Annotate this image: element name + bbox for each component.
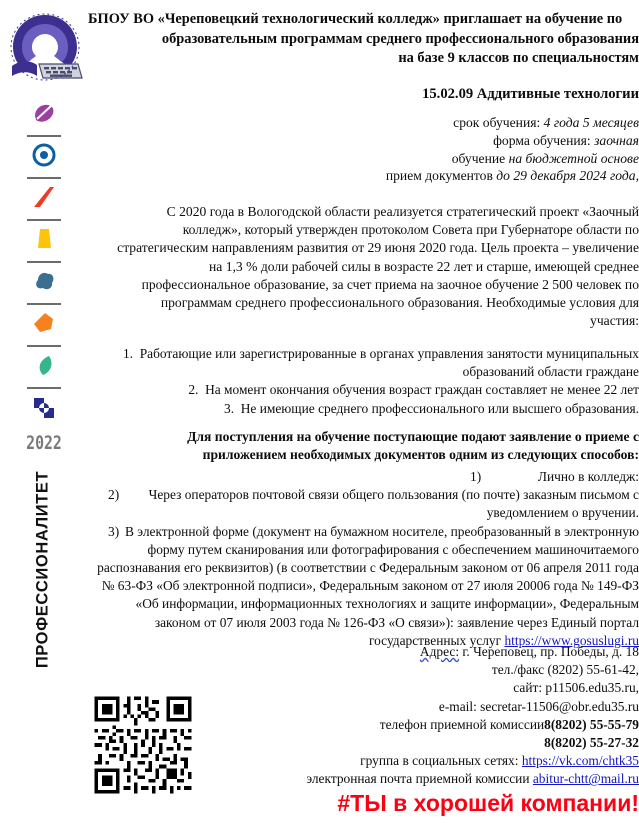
rail-divider: [27, 261, 61, 263]
apply-marker: 3): [108, 523, 120, 539]
social-label: группа в социальных сетях:: [360, 753, 522, 769]
leaf-icon: [31, 352, 57, 378]
rail-icon-seed: [0, 96, 88, 138]
project-paragraph: С 2020 года в Вологодской области реализуется стратегический проект «Заочный колледж», который утвержден протоколом Совета при Губернаторе области по стратегическим направлениям развития от 29 июня 2020 года. Цель проекта – увеличение на 1,3 % доли рабочей силы в возрасте 22 лет и старше, имеющей среднее профессиональное образование, за счет приема на заочное обучение 2 500 человек по программам среднего профессионального образования. Необходимые условия для участия:: [117, 204, 639, 329]
basis-label: обучение: [451, 150, 509, 166]
gem-icon: [31, 310, 57, 336]
apply-text: Через операторов почтовой связи общего пользования (по почте) заказным письмом с уведомлением о вручении.: [148, 487, 639, 521]
qr-code[interactable]: [91, 693, 195, 797]
rail-icon-slash: [0, 180, 88, 222]
deadline-row: [88, 167, 639, 185]
rail-divider: [27, 135, 61, 137]
title-line-3: на базе 9 классов по специальностям: [398, 50, 639, 66]
duration-label: срок обучения:: [453, 115, 544, 130]
rail-icon-target: [0, 138, 88, 180]
condition-item: [88, 400, 639, 418]
rail-divider: [27, 345, 61, 347]
rail-divider: [27, 387, 61, 389]
vertical-brand-text: ПРОФЕССИОНАЛИТЕТ: [33, 470, 52, 669]
apply-method-item: [88, 486, 639, 522]
year-badge: 2022: [26, 432, 62, 454]
condition-text: На момент окончания обучения возраст граждан составляет не менее 22 лет: [205, 382, 639, 398]
basis-row: [88, 150, 639, 168]
slash-icon: [31, 184, 57, 210]
apply-method-item: [88, 468, 639, 486]
page-title: [88, 10, 639, 69]
duration-row: [88, 114, 639, 132]
apply-method-item: [88, 523, 639, 650]
rail-divider: [27, 177, 61, 179]
condition-number: 3.: [224, 400, 235, 416]
rail-icon-cloud: [0, 264, 88, 306]
apply-text: В электронной форме (документ на бумажном носителе, преобразованный в электронную форму путем сканирования или фотографирования с обеспечением машиночитаемого распознавания его реквизитов) (в соответствии с Федеральным законом от 06 апреля 2011 года № 63-ФЗ «Об электронной подписи», Федеральным законом от 27 июля 20006 года № 149-ФЗ «Об информации, информационных технологиях и защите информации», Федеральным законом от 07 июля 2003 года № 126-ФЗ «О связи»): заявление через Единый портал государственных услуг: [97, 523, 639, 648]
target-icon: [31, 142, 57, 168]
duration-value: 4 года 5 месяцев: [543, 115, 639, 130]
apply-methods-list: [88, 468, 639, 650]
vk-link[interactable]: https://vk.com/chtk35: [521, 753, 639, 769]
pinwheel-icon: [31, 394, 57, 420]
apply-heading: Для поступления на обучение поступающие подают заявление о приеме с приложением необходимых документов одним из следующих способов:: [187, 429, 639, 463]
cloud-icon: [31, 268, 57, 294]
email-row: e-mail: secretar-11506@obr.edu35.ru: [438, 698, 639, 714]
basis-value: на бюджетной основе: [508, 150, 639, 166]
specialty-title: 15.02.09 Аддитивные технологии: [422, 86, 639, 102]
gosuslugi-link[interactable]: https://www.gosuslugi.ru: [504, 632, 639, 648]
college-logo: [6, 6, 84, 86]
deadline-label: прием документов: [385, 168, 497, 184]
rail-icon-leaf: [0, 348, 88, 390]
admission-email-link[interactable]: abitur-chtt@mail.ru: [532, 771, 639, 787]
specialty-meta: [88, 114, 639, 185]
site-row: сайт: p11506.edu35.ru,: [513, 680, 639, 696]
phone-fax-row: тел./факс (8202) 55-61-42,: [491, 662, 639, 678]
title-line-1: БПОУ ВО «Череповецкий технологический колледж» приглашает на обучение по: [88, 11, 623, 27]
form-label: форма обучения:: [493, 132, 595, 148]
apply-marker: 1): [470, 469, 482, 484]
form-row: [88, 132, 639, 150]
form-value: заочная: [594, 132, 639, 148]
icon-stack: [0, 96, 88, 432]
admission-email-label: электронная почта приемной комиссии: [306, 771, 533, 787]
condition-number: 2.: [188, 382, 199, 398]
address-row: [88, 643, 639, 661]
deadline-value: до 29 декабря 2024 года,: [496, 168, 639, 184]
admission-phone-2: 8(8202) 55-27-32: [544, 735, 639, 751]
condition-number: 1.: [122, 346, 133, 361]
admission-phone-label: телефон приемной комиссии: [379, 716, 545, 732]
condition-text: Работающие или зарегистрированные в органах управления занятости муниципальных образований области граждане: [139, 346, 639, 380]
slogan: #ТЫ в хорошей компании!: [337, 790, 639, 816]
address-label: Адрес:: [419, 644, 460, 659]
rail-icon-gem: [0, 306, 88, 348]
condition-item: [88, 345, 639, 381]
title-line-2: образовательным программам среднего профессионального образования: [161, 30, 639, 47]
rail-icon-pinwheel: [0, 390, 88, 432]
rail-divider: [27, 219, 61, 221]
admission-phone-1: 8(8202) 55-55-79: [544, 716, 639, 732]
branding-rail: [0, 0, 88, 832]
conditions-list: [88, 345, 639, 418]
rail-icon-bucket: [0, 222, 88, 264]
seed-icon: [31, 100, 57, 126]
address-value: г. Череповец, пр. Победы, д. 18: [459, 644, 639, 659]
rail-divider: [27, 303, 61, 305]
condition-item: [88, 381, 639, 399]
bucket-icon: [31, 226, 57, 252]
apply-marker: 2): [108, 487, 120, 503]
condition-text: Не имеющие среднего профессионального или высшего образования.: [240, 400, 639, 416]
apply-text: Лично в колледж:: [537, 469, 639, 484]
